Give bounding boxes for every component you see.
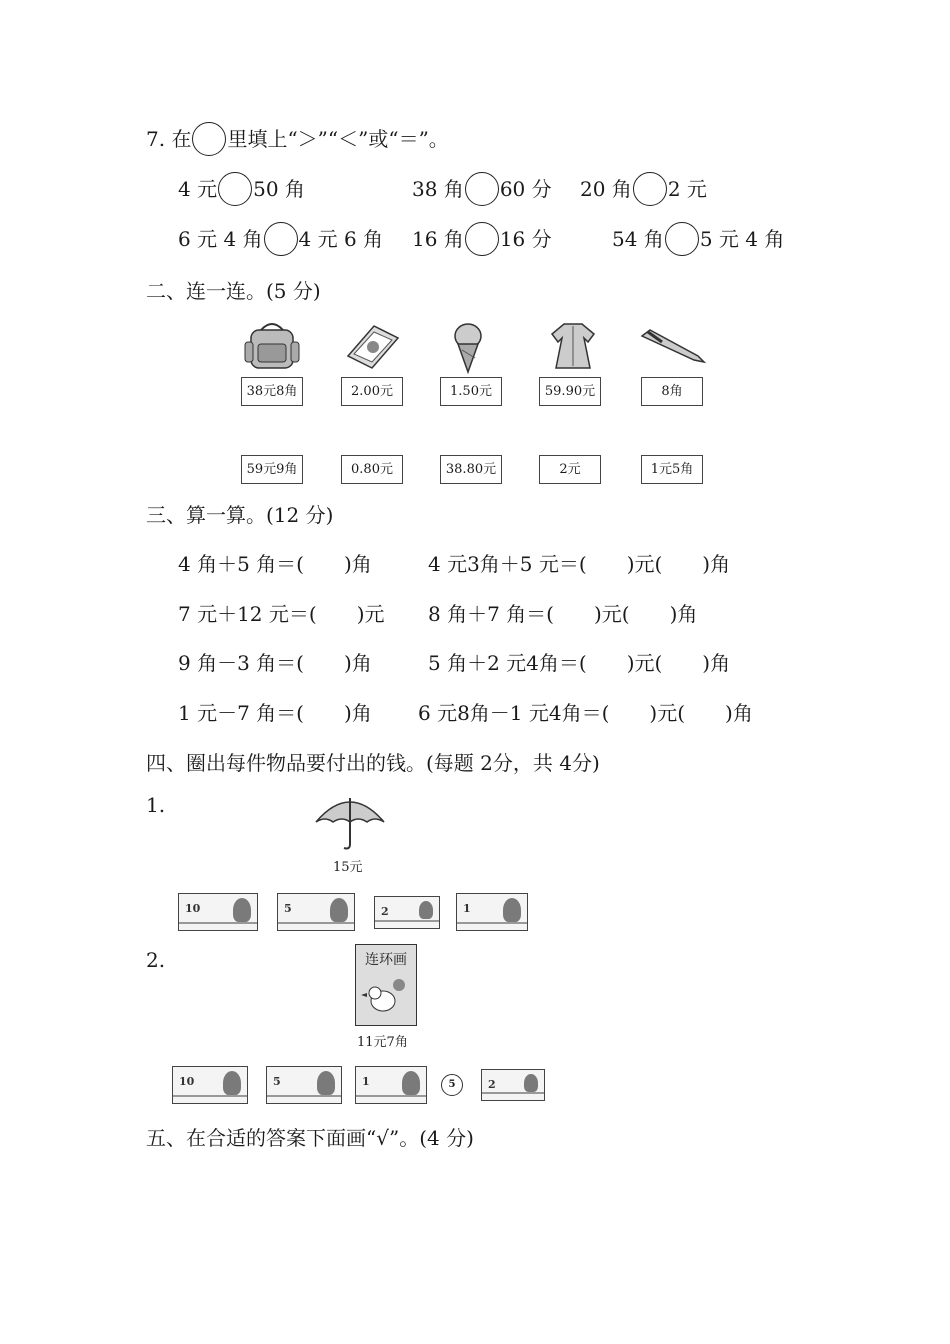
section3-title: 三、算一算。(12 分) xyxy=(146,503,334,527)
umbrella-icon xyxy=(312,788,388,852)
price-box-bottom-5[interactable]: 1元5角 xyxy=(641,455,703,484)
price-box-top-1[interactable]: 38元8角 xyxy=(241,377,303,406)
price-box-bottom-2[interactable]: 0.80元 xyxy=(341,455,403,484)
q7-title-post: 里填上“＞”“＜”或“＝”。 xyxy=(227,127,449,151)
ice-cream-icon xyxy=(448,318,488,374)
calc-row-1-left[interactable]: 4 角＋5 角＝( )角 xyxy=(178,552,372,576)
q7-item-1-1: 4 元 50 角 xyxy=(178,174,305,206)
price-box-bottom-3[interactable]: 38.80元 xyxy=(440,455,502,484)
calc-row-2-left[interactable]: 7 元＋12 元＝( )元 xyxy=(178,602,385,626)
comic-book-title: 连环画 xyxy=(365,952,407,968)
blank-circle[interactable] xyxy=(192,122,226,156)
q7-item-2-1: 6 元 4 角 4 元 6 角 xyxy=(178,224,383,256)
pen-icon xyxy=(638,326,708,366)
price-box-top-4[interactable]: 59.90元 xyxy=(539,377,601,406)
q1-number: 1. xyxy=(146,793,166,817)
banknote-1[interactable]: 1 xyxy=(355,1066,427,1104)
calc-row-4-right[interactable]: 6 元8角－1 元4角＝( )元( )角 xyxy=(418,701,753,725)
banknote-10[interactable]: 10 xyxy=(178,893,258,931)
banknote-2[interactable]: 2 xyxy=(374,896,440,929)
calc-row-1-right[interactable]: 4 元3角＋5 元＝( )元( )角 xyxy=(428,552,731,576)
backpack-icon xyxy=(243,320,301,372)
banknote-10[interactable]: 10 xyxy=(172,1066,248,1104)
price-box-top-3[interactable]: 1.50元 xyxy=(440,377,502,406)
banknote-5[interactable]: 5 xyxy=(266,1066,342,1104)
calc-row-4-left[interactable]: 1 元－7 角＝( )角 xyxy=(178,701,372,725)
q7-title xyxy=(146,124,449,156)
q7-item-1-3: 20 角 2 元 xyxy=(580,174,707,206)
section2-title: 二、连一连。(5 分) xyxy=(146,279,321,303)
dress-icon xyxy=(544,320,602,372)
section5-title: 五、在合适的答案下面画“√”。(4 分) xyxy=(146,1126,474,1150)
calc-row-3-right[interactable]: 5 角＋2 元4角＝( )元( )角 xyxy=(428,651,731,675)
calc-row-2-right[interactable]: 8 角＋7 角＝( )元( )角 xyxy=(428,602,698,626)
q7-item-2-2: 16 角 16 分 xyxy=(412,224,552,256)
banknote-5[interactable]: 5 xyxy=(277,893,355,931)
compare-circle[interactable] xyxy=(218,172,252,206)
q2-number: 2. xyxy=(146,948,166,972)
calc-row-3-left[interactable]: 9 角－3 角＝( )角 xyxy=(178,651,372,675)
compare-circle[interactable] xyxy=(665,222,699,256)
price-box-bottom-4[interactable]: 2元 xyxy=(539,455,601,484)
compare-circle[interactable] xyxy=(465,172,499,206)
section4-title: 四、圈出每件物品要付出的钱。(每题 2分，共 4分) xyxy=(146,751,600,775)
coin-5[interactable]: 5 xyxy=(441,1074,463,1096)
banknote-1[interactable]: 1 xyxy=(456,893,528,931)
q7-title-pre: 7. 在 xyxy=(146,127,192,151)
price-box-bottom-1[interactable]: 59元9角 xyxy=(241,455,303,484)
q7-item-1-2: 38 角 60 分 xyxy=(412,174,552,206)
compare-circle[interactable] xyxy=(633,172,667,206)
q2-price: 11元7角 xyxy=(357,1035,408,1050)
book-icon xyxy=(344,322,402,370)
price-box-top-5[interactable]: 8角 xyxy=(641,377,703,406)
q1-price: 15元 xyxy=(333,860,363,875)
price-box-top-2[interactable]: 2.00元 xyxy=(341,377,403,406)
q7-item-2-3: 54 角 5 元 4 角 xyxy=(612,224,784,256)
compare-circle[interactable] xyxy=(264,222,298,256)
comic-book-icon xyxy=(355,944,417,1026)
compare-circle[interactable] xyxy=(465,222,499,256)
banknote-2[interactable]: 2 xyxy=(481,1069,545,1101)
